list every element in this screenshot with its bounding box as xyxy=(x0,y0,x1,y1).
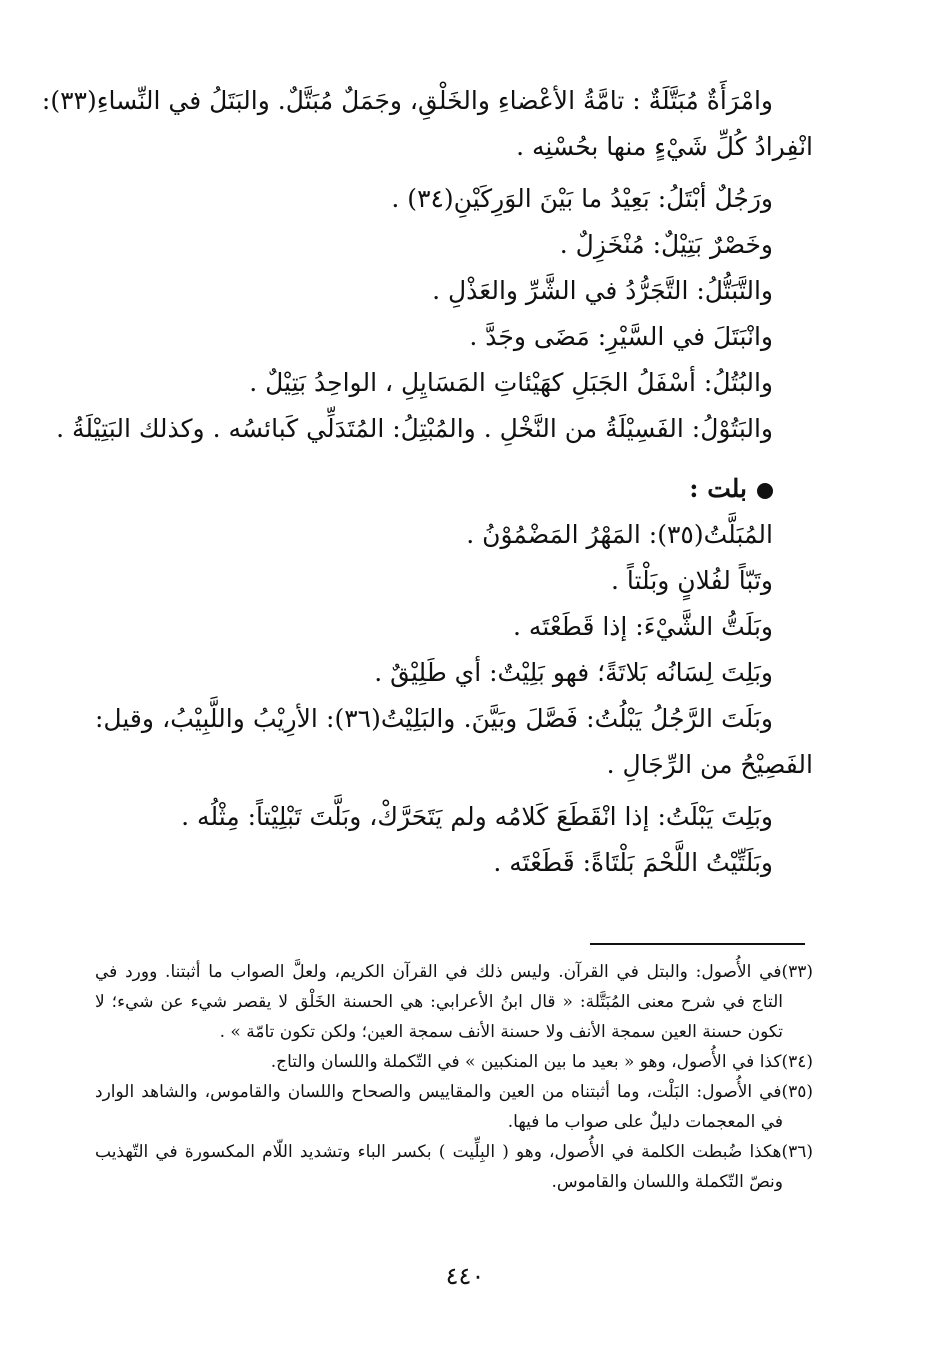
bullet-icon xyxy=(757,483,773,499)
text-line: وبَلَتُّ الشَّيْءَ: إذا قَطَعْتَه . xyxy=(513,612,773,641)
text-line: والتَّبَتُّلُ: التَّجَرُّدُ في الشَّرِّ والعَذْلِ . xyxy=(432,276,773,305)
footnote-number: (٣٣) xyxy=(781,962,813,982)
footnote-text: هكذا ضُبطت الكلمة في الأُصول، وهو ( البِلِّيت ) بكسر الباء وتشديد اللّام المكسورة في التّهذيب ونصّ التّكملة واللسان والقاموس. xyxy=(95,1142,783,1192)
text-line: وبَلَتِّيْتُ اللَّحْمَ بَلْتَاةً: قَطَعْتَه . xyxy=(493,848,773,877)
text-line: وتَبّاً لفُلانٍ وبَلْتاً . xyxy=(611,566,773,595)
main-text xyxy=(41,78,813,886)
text-line: ورَجُلٌ أبْتَلُ: بَعِيْدُ ما بَيْنَ الوَرِكَيْنِ(٣٤) . xyxy=(391,184,773,213)
footnote-text: في الأُصول: والبتل في القرآن. وليس ذلك في القرآن الكريم، ولعلَّ الصواب ما أثبتنا. وورد في التاج في شرح معنى المُبَتَّلة: « قال ابنُ الأعرابي: هي الحسنة الخَلْق لا يقصر شيء عن شيء؛ لا تكون حسنة العين سمجة الأنف ولا حسنة الأنف سمجة العين؛ ولكن تكون تامّة » . xyxy=(95,962,783,1042)
entry-heading xyxy=(95,466,813,512)
footnote-separator xyxy=(590,943,805,945)
footnote-text: كذا في الأُصول، وهو « بعيد ما بين المنكبين » في التّكملة واللسان والتاج. xyxy=(270,1052,782,1072)
text-line: والبَتُوْلُ: الفَسِيْلَةُ من النَّخْلِ . والمُبْتِلُ: المُتَدَلِّي كَبائسُه . وكذلك البَتِيْلَةُ . xyxy=(56,414,773,443)
entry-heading-label: بلت : xyxy=(689,474,747,503)
text-line: وبَلِتَ لِسَانُه بَلاتَةً؛ فهو بَلِيْتٌ: أي طَلِيْقٌ . xyxy=(374,658,773,687)
text-line: والبُتُلُ: أسْفَلُ الجَبَلِ كهَيْئاتِ المَسَايِلِ ، الواحِدُ بَتِيْلٌ . xyxy=(249,368,773,397)
text-line: الفَصِيْحُ من الرِّجَالِ . xyxy=(606,750,813,779)
footnote-text: في الأُصول: البَلْت، وما أثبتناه من العين والمقاييس والصحاح واللسان والقاموس، والشاهد الوارد في المعجمات دليلٌ على صواب ما فيها. xyxy=(95,1082,783,1132)
footnotes xyxy=(95,957,813,1197)
footnote-34 xyxy=(95,1047,813,1077)
footnote-35 xyxy=(95,1077,813,1137)
text-line: وبَلِتَ يَبْلَتُ: إذا انْقَطَعَ كَلامُه ولم يَتَحَرَّكْ، وبَلَّتَ تَبْلِيْتاً: مِثْلُه . xyxy=(181,802,773,831)
footnote-number: (٣٤) xyxy=(781,1052,813,1072)
text-line: المُبَلَّتُ(٣٥): المَهْرُ المَضْمُوْنُ . xyxy=(466,520,773,549)
footnote-33 xyxy=(95,957,813,1047)
text-line: انْفِرادُ كُلِّ شَيْءٍ منها بحُسْنِه . xyxy=(516,132,813,161)
text-line: وامْرَأَةٌ مُبَتَّلَةٌ : تامَّةُ الأعْضاءِ والخَلْقِ، وجَمَلٌ مُبَتَّلٌ. والبَتَلُ في النِّساءِ(٣٣): xyxy=(41,86,773,115)
page-number: ٤٤٠ xyxy=(445,1262,485,1290)
footnote-36 xyxy=(95,1137,813,1197)
footnote-number: (٣٥) xyxy=(781,1082,813,1102)
footnote-number: (٣٦) xyxy=(781,1142,813,1162)
text-line: وانْبَتَلَ في السَّيْرِ: مَضَى وجَدَّ . xyxy=(469,322,773,351)
text-line: وبَلَتَ الرَّجُلُ يَبْلُتُ: فَصَّلَ وبَيَّنَ. والبَلِيْتُ(٣٦): الأرِيْبُ واللَّبِيْبُ، وقيل: xyxy=(95,704,773,733)
text-line: وخَصْرٌ بَتِيْلٌ: مُنْخَزِلٌ . xyxy=(559,230,773,259)
